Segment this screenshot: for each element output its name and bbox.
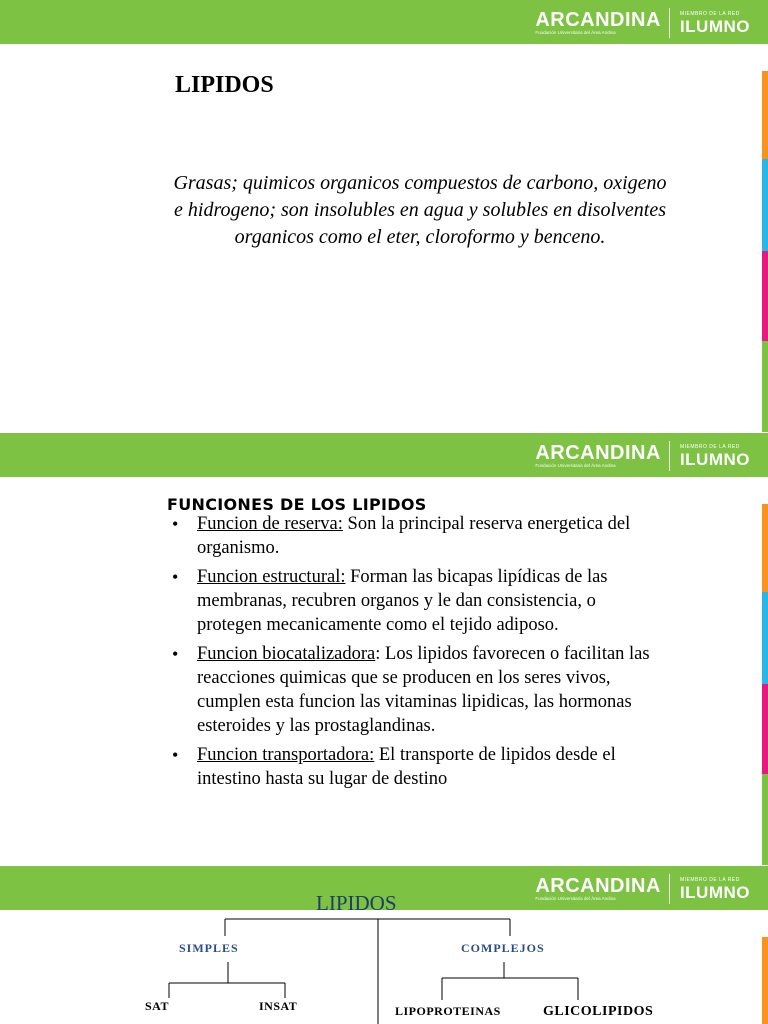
stripe-green (762, 341, 768, 432)
brand-member: MIEMBRO DE LA RED (679, 10, 740, 17)
slide-lipidos-intro (0, 0, 768, 432)
bullet-label: Funcion estructural: (197, 567, 346, 587)
leaf-insat: INSAT (259, 999, 298, 1013)
leaf-sat: SAT (145, 999, 169, 1013)
brand-logo (535, 441, 750, 471)
brand-subtitle: Fundación Universitaria del Área Andina (535, 896, 616, 901)
stripe-orange (762, 504, 768, 592)
side-stripes (762, 71, 768, 432)
brand-network: ILUMNO (679, 16, 750, 36)
bullet-text: Forman las bicapas lipídicas de las membranas, recubren organos y le dan consistencia, o protegen mecanicamente como el tejido adiposo. (197, 567, 608, 635)
side-stripes (762, 504, 768, 865)
bullet-dot: • (172, 567, 179, 587)
bullet-label: Funcion biocatalizadora (197, 644, 376, 664)
node-complejos: COMPLEJOS (461, 941, 545, 955)
bullet-dot: • (172, 745, 179, 765)
leaf-glicolipidos: GLICOLIPIDOS (543, 1004, 654, 1019)
slide-funciones (0, 433, 768, 865)
stripe-orange (762, 71, 768, 159)
stripe-pink (762, 684, 768, 774)
brand-logo (535, 8, 750, 38)
stripe-blue (762, 159, 768, 251)
brand-network: ILUMNO (679, 882, 750, 902)
list-item (172, 743, 662, 791)
brand-name: ARCANDINA (535, 9, 661, 31)
bullet-label: Funcion de reserva: (197, 514, 343, 534)
logo-divider (669, 8, 670, 38)
header-bar (0, 433, 768, 477)
bullet-text: Son la principal reserva energetica del organismo. (197, 514, 631, 558)
intro-text: Grasas; quimicos organicos compuestos de carbono, oxigeno e hidrogeno; son insolubles en agua y solubles en disolventes organicos como el eter, cloroformo y benceno. (173, 172, 667, 248)
brand-name: ARCANDINA (535, 442, 661, 464)
tree-root-label: LIPIDOS (316, 891, 397, 915)
funciones-title: FUNCIONES DE LOS LIPIDOS (167, 495, 427, 514)
node-simples: SIMPLES (179, 941, 239, 955)
brand-subtitle: Fundación Universitaria del Área Andina (535, 463, 616, 468)
stripe-pink (762, 251, 768, 341)
slide-clasificacion (0, 866, 768, 1024)
tree-connectors (0, 866, 768, 1024)
bullet-dot: • (172, 644, 179, 664)
brand-network: ILUMNO (679, 449, 750, 469)
bullet-text: : Los lipidos favorecen o facilitan las reacciones quimicas que se producen en los seres vivos, cumplen esta funcion las vitaminas lipidicas, las hormonas esteroides y las prostaglandinas. (197, 644, 650, 736)
brand-member: MIEMBRO DE LA RED (679, 443, 740, 450)
brand-name: ARCANDINA (535, 875, 661, 897)
leaf-lipoproteinas: LIPOPROTEINAS (395, 1004, 501, 1018)
funciones-list (172, 512, 662, 796)
brand-member: MIEMBRO DE LA RED (679, 876, 740, 883)
bullet-dot: • (172, 514, 179, 534)
list-item (172, 565, 662, 637)
bullet-text: El transporte de lipidos desde el intestino hasta su lugar de destino (197, 745, 616, 789)
slide-title: LIPIDOS (175, 72, 274, 98)
brand-subtitle: Fundación Universitaria del Área Andina (535, 30, 616, 35)
stripe-blue (762, 592, 768, 684)
bullet-label: Funcion transportadora: (197, 745, 375, 765)
logo-divider (669, 441, 670, 471)
header-bar (0, 0, 768, 44)
list-item (172, 512, 662, 560)
stripe-green (762, 774, 768, 865)
list-item (172, 642, 662, 738)
